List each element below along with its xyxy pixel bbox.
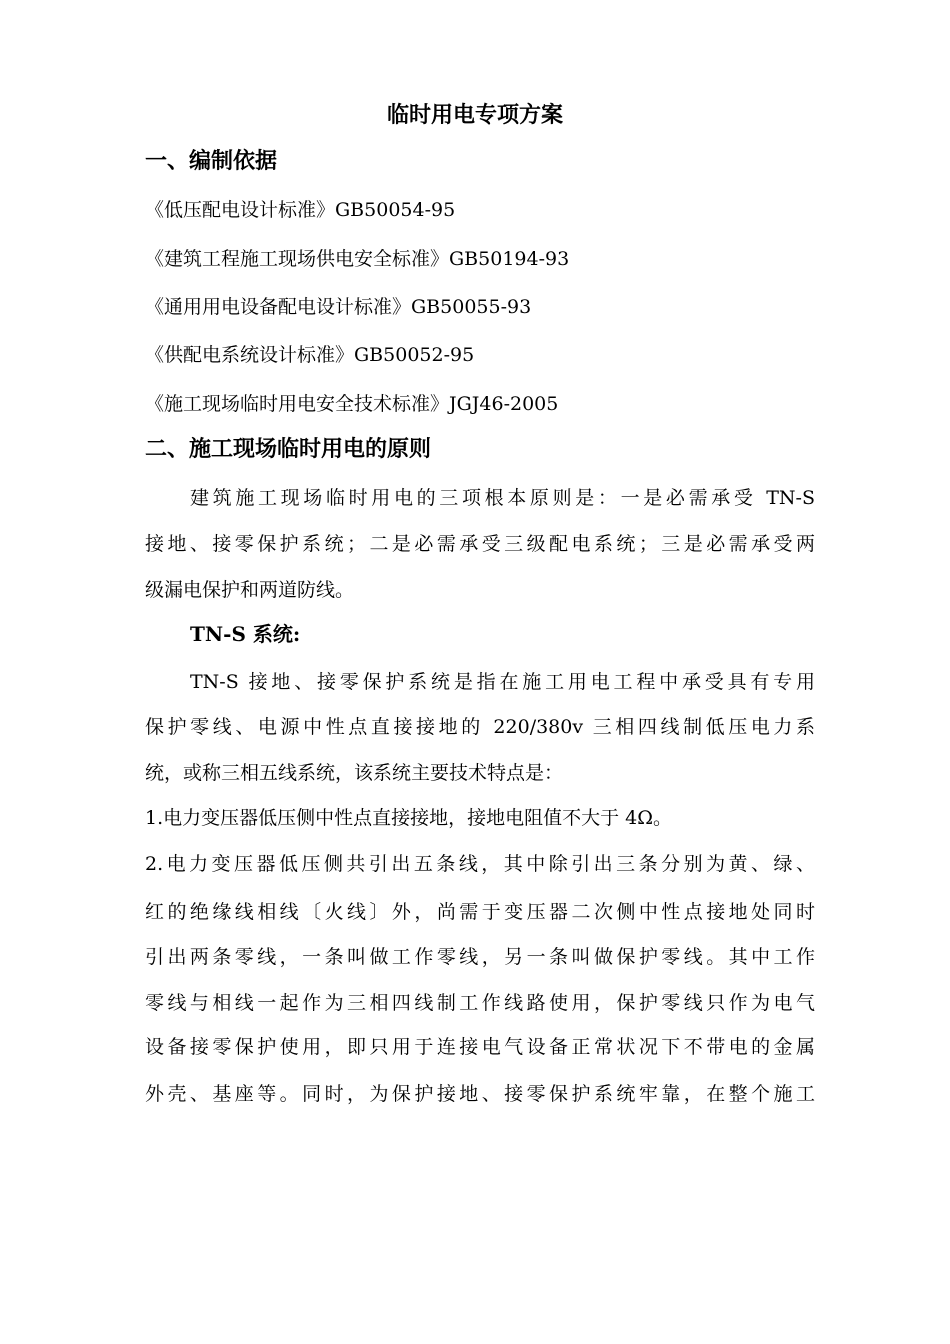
- paragraph-line: 建筑施工现场临时用电的三项根本原则是：一是必需承受 TN-S: [190, 487, 815, 509]
- paragraph-line: 保护零线、电源中性点直接接地的 220/380v 三相四线制低压电力系: [145, 716, 815, 738]
- list-item-2-line: 引出两条零线，一条叫做工作零线，另一条叫做保护零线。其中工作: [145, 946, 815, 968]
- list-item-2-line: 设备接零保护使用，即只用于连接电气设备正常状况下不带电的金属: [145, 1036, 815, 1058]
- subheading-tns: TN-S 系统:: [190, 622, 301, 646]
- list-item-2-line: 红的绝缘线相线〔火线〕外，尚需于变压器二次侧中性点接地处同时: [145, 901, 815, 923]
- section-heading-principles: 二、施工现场临时用电的原则: [145, 437, 432, 462]
- list-item-2-line: 零线与相线一起作为三相四线制工作线路使用，保护零线只作为电气: [145, 992, 815, 1014]
- list-item-2-line: 2.电力变压器低压侧共引出五条线，其中除引出三条分别为黄、绿、: [145, 853, 815, 875]
- reference-item: 《建筑工程施工现场供电安全标准》GB50194-93: [145, 248, 570, 270]
- reference-item: 《施工现场临时用电安全技术标准》JGJ46-2005: [145, 393, 559, 415]
- section-heading-basis: 一、编制依据: [145, 149, 278, 174]
- list-item-1: 1.电力变压器低压侧中性点直接接地，接地电阻值不大于 4Ω。: [145, 807, 673, 829]
- paragraph-line: 接地、接零保护系统；二是必需承受三级配电系统；三是必需承受两: [145, 533, 815, 555]
- paragraph-line: 统，或称三相五线系统，该系统主要技术特点是：: [145, 762, 564, 784]
- reference-item: 《低压配电设计标准》GB50054-95: [145, 199, 456, 221]
- list-item-2-line: 外壳、基座等。同时，为保护接地、接零保护系统牢靠，在整个施工: [145, 1083, 815, 1105]
- paragraph-line: TN-S 接地、接零保护系统是指在施工用电工程中承受具有专用: [190, 671, 815, 693]
- reference-item: 《供配电系统设计标准》GB50052-95: [145, 344, 475, 366]
- paragraph-line: 级漏电保护和两道防线。: [145, 579, 355, 601]
- reference-item: 《通用用电设备配电设计标准》GB50055-93: [145, 296, 532, 318]
- document-title: 临时用电专项方案: [386, 103, 563, 128]
